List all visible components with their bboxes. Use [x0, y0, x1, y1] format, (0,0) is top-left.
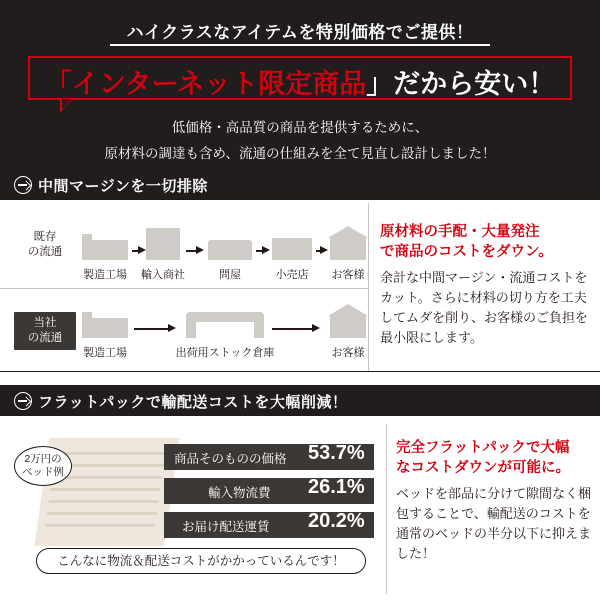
- flow2-step-label-2: 出荷用ストック倉庫: [175, 347, 275, 359]
- section-2-title: フラットパックで輸配送コストを大幅削減！: [38, 394, 348, 411]
- flow-step-label-4: 小売店: [275, 269, 309, 281]
- header-band: [0, 0, 600, 170]
- cost-bar-1-label: 商品そのものの価格: [174, 452, 287, 466]
- stock-warehouse-door: [196, 322, 254, 338]
- house-roof-2: [328, 304, 368, 316]
- headline: ハイクラスなアイテムを特別価格でご提供！: [126, 23, 474, 42]
- section-1-title: 中間マージンを一切排除: [38, 178, 208, 195]
- row-label-existing-line1: 既存: [33, 231, 57, 243]
- row-label-ours-line1: 当社: [33, 317, 57, 329]
- bed-slat: [45, 524, 155, 527]
- office-icon-1: [146, 228, 180, 260]
- warehouse-icon-1: [208, 240, 252, 260]
- header-sub-line1: 低価格・高品質の商品を提供するために、: [171, 120, 429, 135]
- top-divider: [0, 199, 600, 200]
- cost-bar-3-value: 20.2%: [308, 510, 365, 532]
- flow-arrow-2: [196, 246, 204, 254]
- cost-bar-1-value: 53.7%: [308, 442, 365, 464]
- bed-slat: [50, 488, 160, 491]
- flow-arrow-1: [138, 246, 146, 254]
- big-headline-prefix: 「: [44, 69, 72, 99]
- arrow-right-circle-icon: [14, 176, 32, 194]
- flow-step-label-2: 輸入商社: [141, 269, 185, 281]
- section-1-right-title: [380, 222, 592, 262]
- flow-step-label-5: お客様: [331, 269, 365, 281]
- row-label-existing-line2: の流通: [27, 246, 63, 258]
- big-headline: [0, 62, 600, 101]
- section-2-right-title-line2: なコストダウンが可能に。: [396, 460, 570, 476]
- header-sub-line2: 原材料の調達も含め、流通の仕組みを全て見直し設計しました！: [104, 146, 496, 161]
- headline-underline: [110, 44, 490, 46]
- row-label-existing: [14, 230, 76, 260]
- shop-icon-1: [272, 238, 312, 260]
- big-headline-suffix: 」だから安い！: [366, 69, 556, 99]
- factory-icon-1: [82, 240, 128, 260]
- flow2-step-label-3: お客様: [331, 347, 365, 359]
- section-2-top-divider: [0, 385, 600, 386]
- section-2-right-body: ベッドを部品に分けて隙間なく梱包することで、輸配送のコストを通常のベッドの半分以下に抑えました！: [396, 486, 592, 561]
- flow-arrow-bar-5: [134, 328, 170, 330]
- row-label-ours-line2: の流通: [27, 332, 63, 344]
- bed-slat: [55, 452, 165, 455]
- big-headline-red: インターネット限定商品: [71, 69, 367, 99]
- row-label-ours: [14, 312, 76, 350]
- section-2-right-title-line1: 完全フラットパックで大幅: [396, 440, 570, 456]
- flow-arrow-3: [262, 246, 270, 254]
- arrow-right-circle-icon: [14, 392, 32, 410]
- cost-bar-2-value: 26.1%: [308, 476, 365, 498]
- cost-bar-3-label: お届け配送運賃: [182, 520, 270, 534]
- factory-chimney-2: [82, 312, 92, 320]
- bottom-column-divider: [386, 424, 387, 594]
- factory-chimney-1: [82, 234, 92, 242]
- flow-arrow-6: [312, 324, 320, 332]
- bed-example-label-line2: ベッド例: [22, 466, 64, 478]
- flow-arrow-bar-6: [272, 328, 314, 330]
- section-1-right-body: 余計な中間マージン・流通コストをカット。さらに材料の切り方を工夫してムダを削り、お客様のご負担を最小限にします。: [380, 270, 589, 345]
- row-divider: [0, 288, 368, 289]
- house-icon-2: [330, 314, 366, 338]
- section-1-header: [0, 170, 600, 200]
- house-roof-1: [328, 226, 368, 238]
- cost-bar-2-label: 輸入物流費: [208, 486, 271, 500]
- bed-slat: [47, 512, 157, 515]
- flow-step-label-1: 製造工場: [83, 269, 127, 281]
- factory-icon-2: [82, 318, 128, 338]
- flow-arrow-5: [168, 324, 176, 332]
- mid-divider: [0, 371, 600, 372]
- flow-step-label-3: 問屋: [219, 269, 241, 281]
- bed-example-label-line1: 2万円の: [24, 453, 62, 465]
- section-2-right-title: [396, 438, 592, 478]
- house-icon-1: [330, 236, 366, 260]
- bed-example-label: [14, 446, 72, 486]
- section-2-header: [0, 386, 600, 416]
- bed-slat: [48, 500, 158, 503]
- flow2-step-label-1: 製造工場: [83, 347, 127, 359]
- callout-bubble: こんなに物流＆配送コストがかかっているんです！: [36, 548, 366, 574]
- flow-arrow-4: [320, 246, 328, 254]
- section-1-right-title-line2: で商品のコストをダウン。: [380, 244, 553, 260]
- distribution-diagram: [0, 200, 600, 372]
- section-1-right-title-line1: 原材料の手配・大量発注: [380, 224, 540, 240]
